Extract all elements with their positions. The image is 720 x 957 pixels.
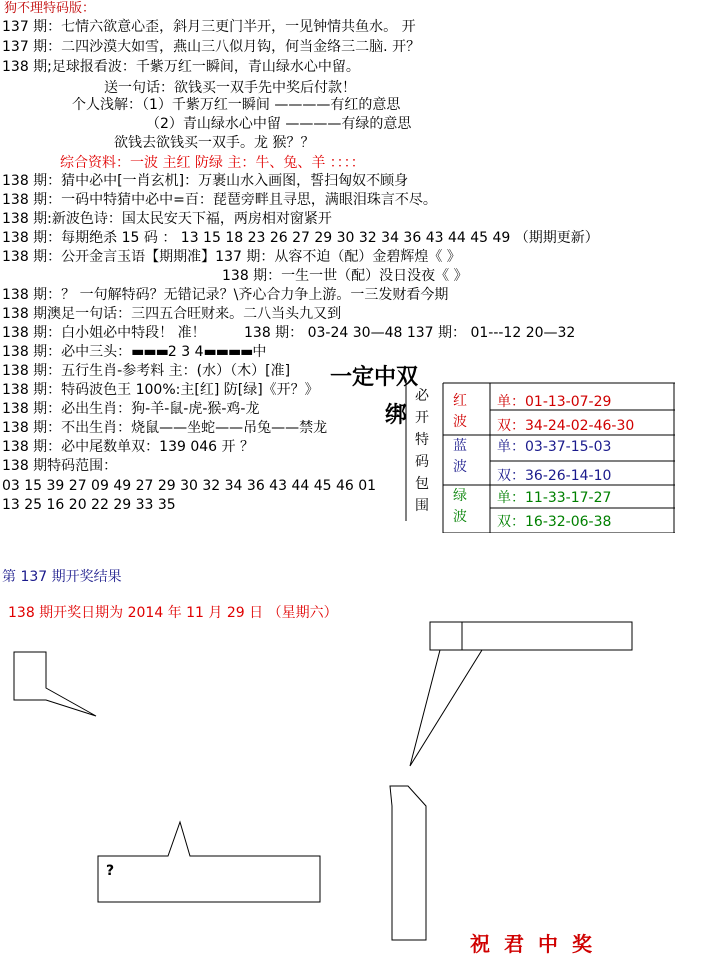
prediction-line: 138 期:新波色诗：国太民安天下福，两房相对窗紧开 <box>2 211 332 227</box>
poem-138: 138 期;足球报看波：千紫万红一瞬间，青山绿水心中留。 <box>2 59 360 75</box>
green-wave-label: 绿 <box>453 488 467 504</box>
page-title: 狗不理特码版： <box>4 1 96 16</box>
green-wave-label: 波 <box>453 509 467 525</box>
ad-line-1: 送一句话：欲钱买一双手先中奖后付款！ <box>104 80 356 96</box>
side-char: 码 <box>415 454 429 470</box>
prediction-label: 138 期：必中三头： <box>2 344 132 360</box>
callout-shape <box>430 622 462 650</box>
ad-line-3: （2）青山绿水心中留 ————有绿的意思 <box>146 116 412 132</box>
side-char: 开 <box>415 410 429 426</box>
black-bars-icon: ▬▬▬▬ <box>203 344 253 360</box>
prediction-line: 138 期：？ 一句解特码？无错记录？\齐心合力争上游。一三发财看今期 <box>2 287 449 303</box>
speech-bubble-shape <box>98 822 320 902</box>
black-bars-icon: ▬▬▬ <box>131 344 168 360</box>
red-wave-label: 红 <box>453 393 467 409</box>
blue-single: 单：03-37-15-03 <box>497 439 612 455</box>
range-numbers: 03 15 39 27 09 49 27 29 30 32 34 36 43 44 45 46 01 <box>2 478 377 494</box>
prediction-line: 138 期：白小姐必中特段！ 准！ <box>2 325 206 341</box>
side-char: 围 <box>415 498 429 514</box>
prediction-line: 138 期：公开金言玉语【期期准】137 期：从容不迫（配）金碧辉煌《 》 <box>2 249 461 265</box>
side-char: 包 <box>415 476 429 492</box>
poem-137-a: 137 期：七情六欲意心歪，斜月三更门半开，一见钟情共鱼水。 开 <box>2 19 416 35</box>
blue-wave-label: 波 <box>453 459 467 475</box>
prediction-line: 138 期：必出生肖：狗-羊-鼠-虎-猴-鸡-龙 <box>2 401 260 417</box>
blue-double: 双：36-26-14-10 <box>497 468 612 484</box>
prediction-line: 138 期： 03-24 30—48 137 期： 01---12 20—32 <box>244 325 576 341</box>
footer-blessing: 祝君中奖 <box>470 932 606 956</box>
prediction-digits: 2 3 4 <box>167 344 204 360</box>
prediction-line: 138 期：一码中特猜中必中=百：琵琶旁畔且寻思，满眼泪珠言不尽。 <box>2 192 437 208</box>
range-numbers: 13 25 16 20 22 29 33 35 <box>2 497 176 513</box>
callout-shape <box>14 652 96 716</box>
ad-line-4: 欲钱去欲钱买一双手。龙 猴？？ <box>114 135 315 151</box>
prediction-suffix: 中 <box>252 344 267 360</box>
poem-137-b: 137 期：二四沙漠大如雪，燕山三八似月钩，何当金络三二脑. 开？ <box>2 39 421 55</box>
blue-wave-label: 蓝 <box>453 438 467 454</box>
results-heading: 第 137 期开奖结果 <box>2 569 122 585</box>
side-char: 必 <box>415 388 429 404</box>
red-single: 单：01-13-07-29 <box>497 394 612 410</box>
side-char: 特 <box>415 432 429 448</box>
prediction-line: 138 期：五行生肖-参考料 主：(水）（木）[准] <box>2 363 291 379</box>
callout-shape <box>462 622 632 650</box>
prediction-line: 138 期：一生一世（配）没日没夜《 》 <box>222 268 468 284</box>
prediction-line: 138 期：必中尾数单双：139 046 开 ？ <box>2 439 254 455</box>
prediction-line: 138 期：特码波色王 100%:主[红] 防[绿]《开？》 <box>2 382 319 398</box>
red-wave-label: 波 <box>453 414 467 430</box>
prediction-line: 138 期：猜中必中[一肖玄机]：万裹山水入画图，誓扫匈奴不顾身 <box>2 173 409 189</box>
bar-shape <box>390 786 426 940</box>
callout-shape <box>410 650 482 766</box>
summary-line: 综合资料：一波 主红 防绿 主：牛、兔、羊 ：：：： <box>60 155 365 171</box>
red-double: 双：34-24-02-46-30 <box>497 418 635 434</box>
stamp-text: 绑 <box>385 403 408 428</box>
ad-line-2: 个人浅解：（1）千紫万红一瞬间 ————有红的意思 <box>72 97 401 113</box>
stamp-text: 一定中双 <box>330 365 419 390</box>
speech-bubble-mark: ? <box>106 863 115 879</box>
green-double: 双：16-32-06-38 <box>497 514 612 530</box>
prediction-line: 138 期特码范围： <box>2 458 118 474</box>
green-single: 单：11-33-17-27 <box>497 490 612 506</box>
prediction-line: 138 期：每期绝杀 15 码 ： 13 15 18 23 26 27 29 30 32 34 36 43 44 45 49 （期期更新） <box>2 230 599 246</box>
next-draw-date: 138 期开奖日期为 2014 年 11 月 29 日 （星期六） <box>8 605 338 621</box>
prediction-line: 138 期澳足一句话：三四五合旺财来。二八当头九又到 <box>2 306 342 322</box>
prediction-line: 138 期：不出生肖：烧鼠——坐蛇——吊兔——禁龙 <box>2 420 328 436</box>
